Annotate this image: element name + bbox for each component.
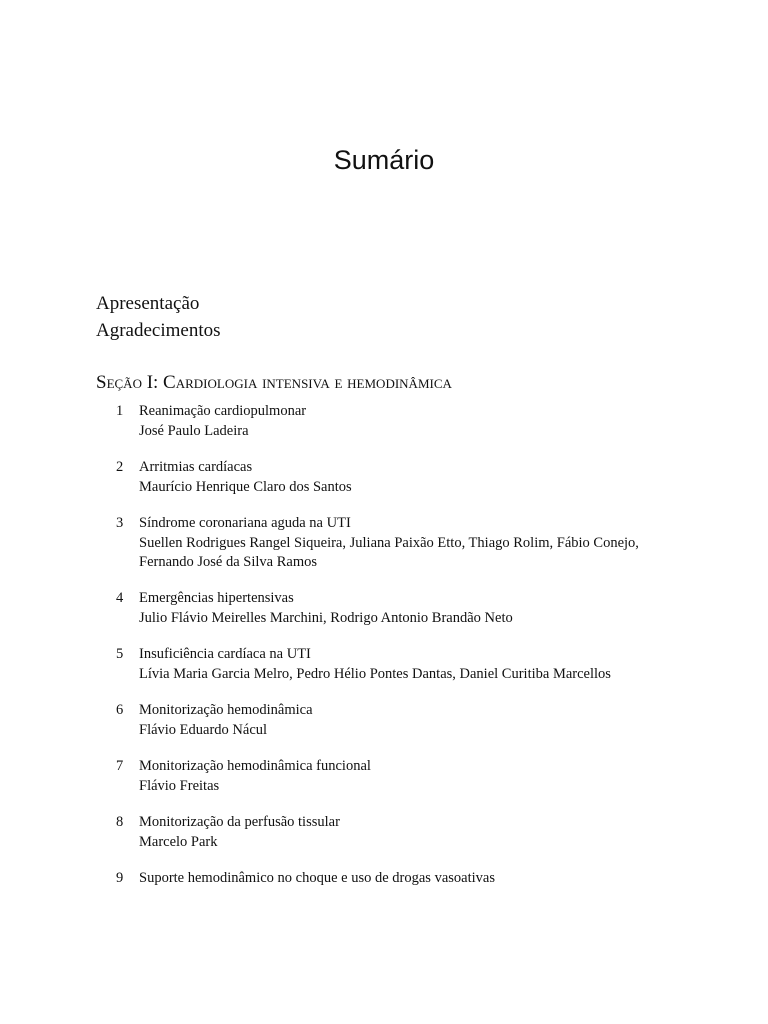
front-matter-item-agradecimentos: Agradecimentos bbox=[96, 320, 221, 341]
chapter-entry bbox=[96, 867, 656, 889]
chapter-title: Emergências hipertensivas bbox=[139, 590, 294, 606]
chapter-entry bbox=[96, 512, 656, 572]
chapter-number: 7 bbox=[116, 758, 124, 774]
chapter-list bbox=[96, 400, 656, 904]
page-title: Sumário bbox=[333, 145, 435, 175]
chapter-authors: Marcelo Park bbox=[139, 834, 218, 850]
front-matter-item-apresentacao: Apresentação bbox=[96, 293, 200, 314]
chapter-authors: Julio Flávio Meirelles Marchini, Rodrigo Antonio Brandão Neto bbox=[139, 610, 513, 626]
chapter-authors: Maurício Henrique Claro dos Santos bbox=[139, 479, 352, 495]
chapter-authors: Flávio Freitas bbox=[139, 778, 220, 794]
chapter-entry bbox=[96, 587, 656, 628]
chapter-number: 6 bbox=[116, 702, 124, 718]
chapter-title: Síndrome coronariana aguda na UTI bbox=[139, 515, 351, 531]
chapter-entry bbox=[96, 400, 656, 441]
chapter-entry bbox=[96, 699, 656, 740]
chapter-number: 3 bbox=[116, 515, 124, 531]
chapter-entry bbox=[96, 755, 656, 796]
chapter-title: Insuficiência cardíaca na UTI bbox=[139, 646, 311, 662]
chapter-number: 5 bbox=[116, 646, 124, 662]
chapter-title: Suporte hemodinâmico no choque e uso de drogas vasoativas bbox=[139, 870, 495, 886]
chapter-entry bbox=[96, 811, 656, 852]
chapter-title: Monitorização hemodinâmica bbox=[139, 702, 313, 718]
chapter-title: Monitorização da perfusão tissular bbox=[139, 814, 340, 830]
section-heading: Seção I: Cardiologia intensiva e hemodinâmica bbox=[96, 372, 452, 393]
chapter-authors: Flávio Eduardo Nácul bbox=[139, 722, 268, 738]
front-matter bbox=[96, 290, 221, 344]
chapter-number: 1 bbox=[116, 403, 124, 419]
chapter-entry bbox=[96, 643, 656, 684]
chapter-title: Monitorização hemodinâmica funcional bbox=[139, 758, 371, 774]
chapter-title: Arritmias cardíacas bbox=[139, 459, 253, 475]
chapter-entry bbox=[96, 456, 656, 497]
chapter-number: 4 bbox=[116, 590, 124, 606]
chapter-authors: Suellen Rodrigues Rangel Siqueira, Juliana Paixão Etto, Thiago Rolim, Fábio Conejo, Fernando José da Silva Ramos bbox=[139, 535, 639, 570]
chapter-number: 2 bbox=[116, 459, 124, 475]
chapter-authors: José Paulo Ladeira bbox=[139, 423, 249, 439]
chapter-number: 9 bbox=[116, 870, 124, 886]
chapter-number: 8 bbox=[116, 814, 124, 830]
chapter-title: Reanimação cardiopulmonar bbox=[139, 403, 307, 419]
chapter-authors: Lívia Maria Garcia Melro, Pedro Hélio Pontes Dantas, Daniel Curitiba Marcellos bbox=[139, 666, 611, 682]
